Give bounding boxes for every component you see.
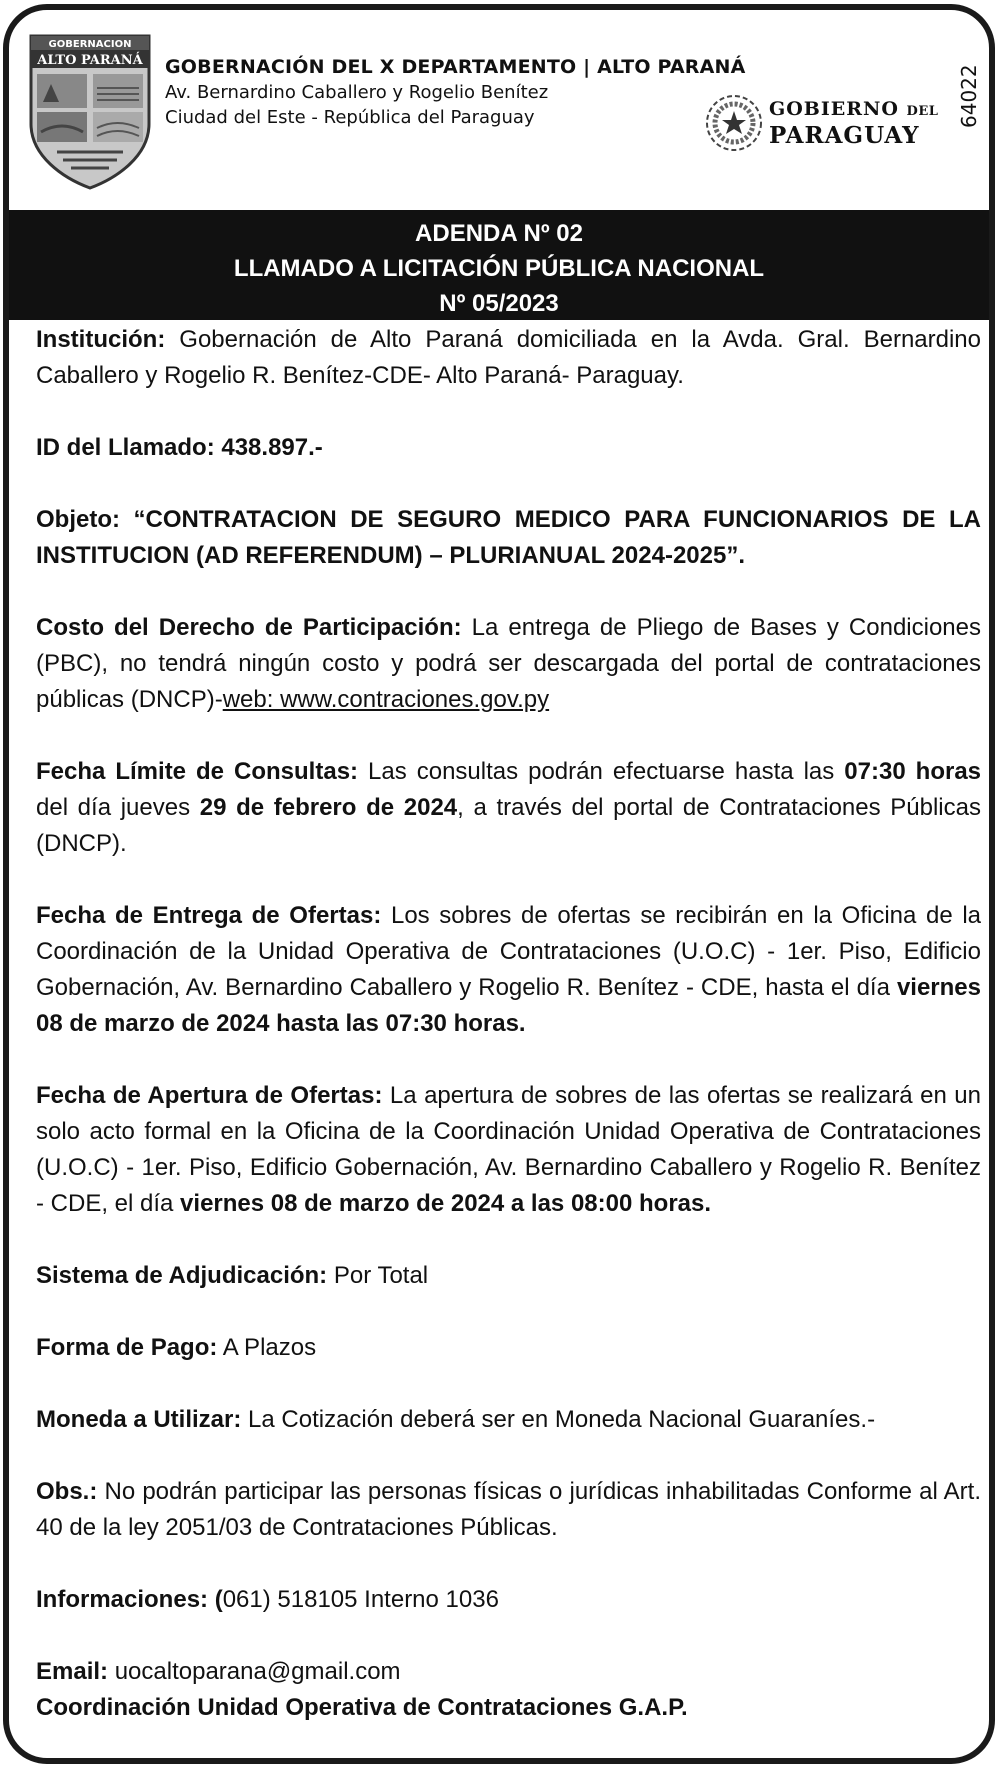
institucion-label: Institución: (36, 326, 166, 353)
informaciones-label: Informaciones: ( (36, 1586, 223, 1613)
sistema-text: Por Total (327, 1262, 429, 1289)
section-pago (36, 1330, 981, 1366)
pago-text: A Plazos (217, 1334, 317, 1361)
notice-frame (3, 4, 995, 1764)
section-email (36, 1654, 981, 1690)
gobierno-paraguay-logo (705, 94, 955, 154)
gobierno-text (769, 98, 938, 120)
informaciones-text: 061) 518105 Interno 1036 (222, 1586, 499, 1613)
email-label: Email: (36, 1658, 109, 1685)
banner-line-1: ADENDA Nº 02 (415, 220, 583, 247)
costo-text: La entrega de Pliego de Bases y Condiciones (PBC), no tendrá ningún costo y podrá ser descargada del portal de contrataciones públicas (DNCP)- (36, 614, 982, 713)
section-obs (36, 1474, 981, 1546)
consultas-date: 29 de febrero de 2024 (199, 794, 458, 821)
apertura-text: La apertura de sobres de las ofertas se realizará en un solo acto formal en la Oficina de la Coordinación Unidad Operativa de Contrataciones (U.O.C) - 1er. Piso, Edificio Gobernación, Av. Bernardino Caballero y Rogelio R. Benítez - CDE, el día (36, 1082, 981, 1217)
sistema-label: Sistema de Adjudicación: (36, 1262, 328, 1289)
costo-label: Costo del Derecho de Participación: (36, 614, 462, 641)
seal-name-text: ALTO PARANÁ (37, 53, 143, 68)
section-costo (36, 610, 981, 718)
section-institucion (36, 322, 981, 394)
section-objeto (36, 502, 981, 574)
apertura-date: viernes 08 de marzo de 2024 a las 08:00 horas. (180, 1190, 712, 1217)
banner-line-2: LLAMADO A LICITACIÓN PÚBLICA NACIONAL (233, 255, 765, 282)
consultas-time: 07:30 horas (844, 758, 982, 785)
pago-label: Forma de Pago: (36, 1334, 218, 1361)
section-moneda (36, 1402, 981, 1438)
entrega-label: Fecha de Entrega de Ofertas: (36, 902, 382, 929)
entrega-date: viernes 08 de marzo de 2024 hasta las 07:30 horas. (36, 974, 981, 1037)
seal-top-text: GOBERNACION (48, 39, 132, 50)
organization-block (165, 56, 746, 128)
entrega-text: Los sobres de ofertas se recibirán en la Oficina de la Coordinación de la Unidad Operativa de Contrataciones (U.O.C) - 1er. Piso, Edificio Gobernación, Av. Bernardino Caballero y Rogelio R. Benítez - CDE, hasta el día (36, 902, 981, 1001)
consultas-label: Fecha Límite de Consultas: (36, 758, 359, 785)
dncp-web-link[interactable]: web: www.contraciones.gov.py (222, 686, 550, 713)
section-informaciones (36, 1582, 981, 1618)
consultas-text-2: del día jueves (36, 794, 200, 821)
section-sistema (36, 1258, 981, 1294)
title-banner (9, 210, 989, 320)
section-apertura (36, 1078, 981, 1222)
header (9, 10, 989, 210)
obs-text: No podrán participar las personas físicas o jurídicas inhabilitadas Conforme al Art. 40 de la ley 2051/03 de Contrataciones Públicas. (36, 1478, 981, 1541)
banner-line-3: Nº 05/2023 (439, 290, 559, 317)
signature-line: Coordinación Unidad Operativa de Contrataciones G.A.P. (36, 1694, 688, 1721)
org-address: Av. Bernardino Caballero y Rogelio Benítez (165, 82, 549, 103)
national-emblem-icon (705, 94, 763, 152)
email-address[interactable]: uocaltoparana@gmail.com (108, 1658, 401, 1685)
section-entrega (36, 898, 981, 1042)
section-id-llamado (36, 430, 981, 466)
apertura-label: Fecha de Apertura de Ofertas: (36, 1082, 383, 1109)
section-consultas (36, 754, 981, 862)
moneda-text: La Cotización deberá ser en Moneda Nacional Guaraníes.- (241, 1406, 876, 1433)
section-firma (36, 1690, 981, 1726)
moneda-label: Moneda a Utilizar: (36, 1406, 242, 1433)
del-word: DEL (906, 104, 939, 119)
org-city: Ciudad del Este - República del Paraguay (165, 107, 535, 128)
org-name: GOBERNACIÓN DEL X DEPARTAMENTO | ALTO PARANÁ (165, 56, 746, 78)
obs-label: Obs.: (36, 1478, 98, 1505)
institucion-text: Gobernación de Alto Paraná domiciliada en la Avda. Gral. Bernardino Caballero y Rogelio R. Benítez-CDE- Alto Paraná- Paraguay. (36, 326, 981, 389)
consultas-text-3: , a través del portal de Contrataciones Públicas (DNCP). (36, 794, 981, 857)
objeto-label: Objeto: “CONTRATACION DE SEGURO MEDICO PARA FUNCIONARIOS DE LA INSTITUCION (AD REFERENDUM) – PLURIANUAL 2024-2025”. (36, 506, 981, 569)
consultas-text-1: Las consultas podrán efectuarse hasta las (358, 758, 845, 785)
notice-body (36, 322, 981, 1726)
id-llamado-label: ID del Llamado: 438.897.- (36, 434, 323, 461)
notice-code: 64022 (957, 64, 981, 128)
gobierno-word: GOBIERNO (769, 98, 899, 120)
paraguay-text: PARAGUAY (769, 122, 920, 149)
alto-parana-seal-logo (27, 32, 153, 192)
